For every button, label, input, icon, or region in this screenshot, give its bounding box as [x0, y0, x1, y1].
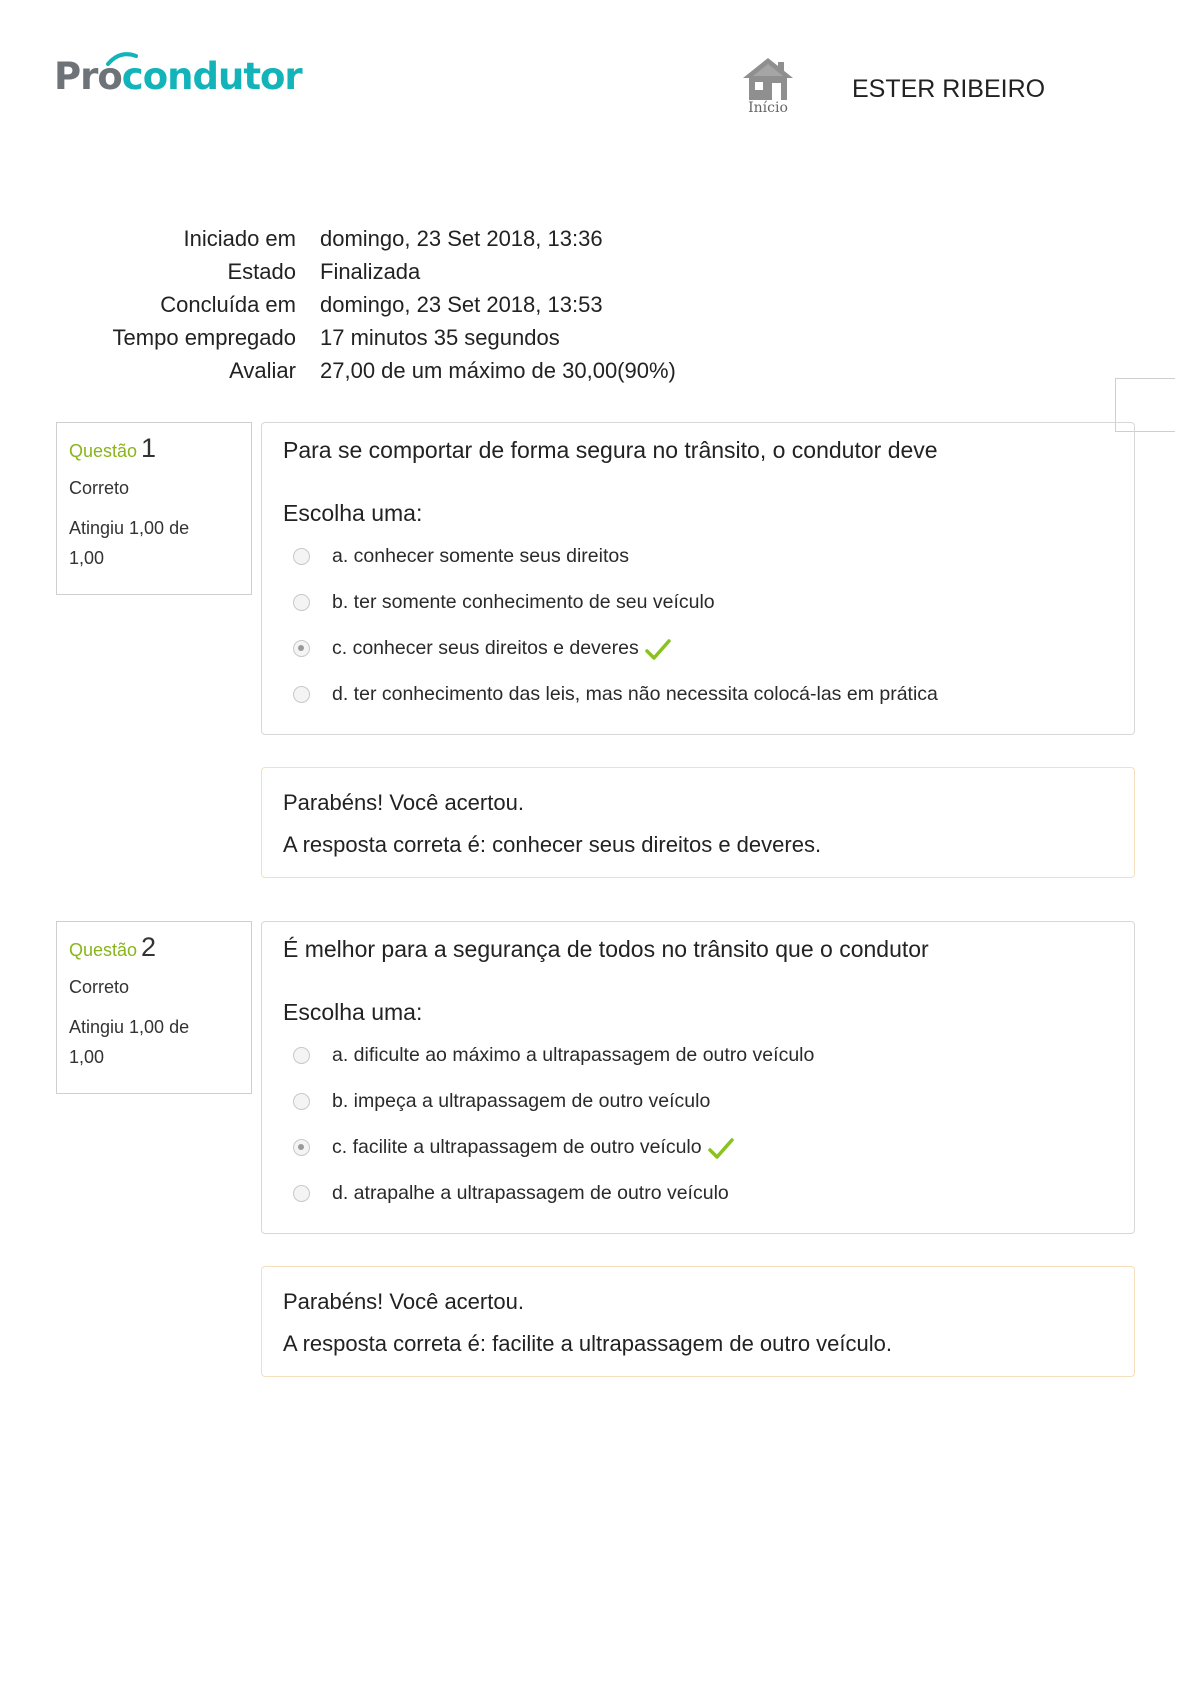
question-number: 1	[141, 433, 157, 463]
answer-options	[283, 1032, 1113, 1216]
checkmark-icon	[645, 638, 671, 662]
question-info	[56, 422, 252, 595]
question-label: Questão	[69, 441, 138, 461]
option-label: b. impeça a ultrapassagem de outro veículo	[332, 1089, 711, 1112]
logo-swoosh-icon	[106, 52, 138, 66]
answer-option-selected[interactable]	[283, 1124, 1113, 1170]
question-title	[69, 932, 239, 963]
radio-button[interactable]	[293, 1093, 310, 1110]
radio-button[interactable]	[293, 594, 310, 611]
option-label: d. ter conhecimento das leis, mas não necessita colocá-las em prática	[332, 682, 938, 705]
question-grade: Atingiu 1,00 de 1,00	[69, 518, 190, 568]
header	[0, 0, 1188, 140]
correct-answer-text: A resposta correta é: conhecer seus direitos e deveres.	[283, 832, 822, 857]
feedback-message: Parabéns! Você acertou.	[283, 1289, 524, 1314]
radio-button-selected[interactable]	[293, 1139, 310, 1156]
option-label: b. ter somente conhecimento de seu veículo	[332, 590, 715, 613]
answer-prompt: Escolha uma:	[283, 999, 423, 1025]
summary-row	[0, 222, 900, 255]
logo-pro: Pro	[54, 55, 122, 98]
logo[interactable]	[54, 55, 302, 98]
feedback-box	[261, 1266, 1135, 1377]
logo-condutor: condutor	[121, 55, 302, 98]
summary-label: Tempo empregado	[112, 324, 296, 350]
home-label: Início	[748, 100, 788, 116]
summary-row	[0, 288, 900, 321]
checkmark-icon	[708, 1137, 734, 1161]
summary-value: 27,00 de um máximo de 30,00(90%)	[320, 357, 676, 383]
option-label: d. atrapalhe a ultrapassagem de outro veículo	[332, 1181, 729, 1204]
summary-label: Avaliar	[229, 357, 296, 383]
summary-label: Estado	[227, 258, 296, 284]
user-name[interactable]: ESTER RIBEIRO	[852, 75, 1046, 103]
summary-value: domingo, 23 Set 2018, 13:53	[320, 291, 603, 317]
home-icon	[741, 56, 795, 102]
answer-option[interactable]	[283, 533, 1113, 579]
feedback-message: Parabéns! Você acertou.	[283, 790, 524, 815]
question-content	[261, 422, 1135, 735]
radio-button[interactable]	[293, 548, 310, 565]
summary-row	[0, 354, 900, 387]
question-text: Para se comportar de forma segura no trânsito, o condutor deve	[283, 437, 938, 463]
answer-option[interactable]	[283, 1032, 1113, 1078]
answer-options	[283, 533, 1113, 717]
summary-label: Concluída em	[160, 291, 296, 317]
summary-value: Finalizada	[320, 258, 421, 284]
home-button[interactable]	[738, 56, 798, 120]
answer-option[interactable]	[283, 1078, 1113, 1124]
summary-value: 17 minutos 35 segundos	[320, 324, 560, 350]
option-label: a. conhecer somente seus direitos	[332, 544, 629, 567]
answer-option[interactable]	[283, 1170, 1113, 1216]
summary-label: Iniciado em	[183, 225, 296, 251]
question-grade: Atingiu 1,00 de 1,00	[69, 1017, 190, 1067]
option-label: a. dificulte ao máximo a ultrapassagem de outro veículo	[332, 1043, 815, 1066]
answer-prompt: Escolha uma:	[283, 500, 423, 526]
option-label: c. facilite a ultrapassagem de outro veículo	[332, 1135, 702, 1158]
question-text: É melhor para a segurança de todos no trânsito que o condutor	[283, 936, 929, 962]
summary-value: domingo, 23 Set 2018, 13:36	[320, 225, 603, 251]
feedback-box	[261, 767, 1135, 878]
option-label: c. conhecer seus direitos e deveres	[332, 636, 639, 659]
question-state: Correto	[69, 977, 130, 997]
question-label: Questão	[69, 940, 138, 960]
question-info	[56, 921, 252, 1094]
radio-button[interactable]	[293, 1185, 310, 1202]
question-title	[69, 433, 239, 464]
question-number: 2	[141, 932, 157, 962]
question-content	[261, 921, 1135, 1234]
summary-row	[0, 255, 900, 288]
question-state: Correto	[69, 478, 130, 498]
correct-answer-text: A resposta correta é: facilite a ultrapassagem de outro veículo.	[283, 1331, 892, 1356]
summary-row	[0, 321, 900, 354]
answer-option-selected[interactable]	[283, 625, 1113, 671]
radio-button[interactable]	[293, 686, 310, 703]
attempt-summary	[0, 222, 900, 387]
radio-button-selected[interactable]	[293, 640, 310, 657]
radio-button[interactable]	[293, 1047, 310, 1064]
answer-option[interactable]	[283, 671, 1113, 717]
answer-option[interactable]	[283, 579, 1113, 625]
